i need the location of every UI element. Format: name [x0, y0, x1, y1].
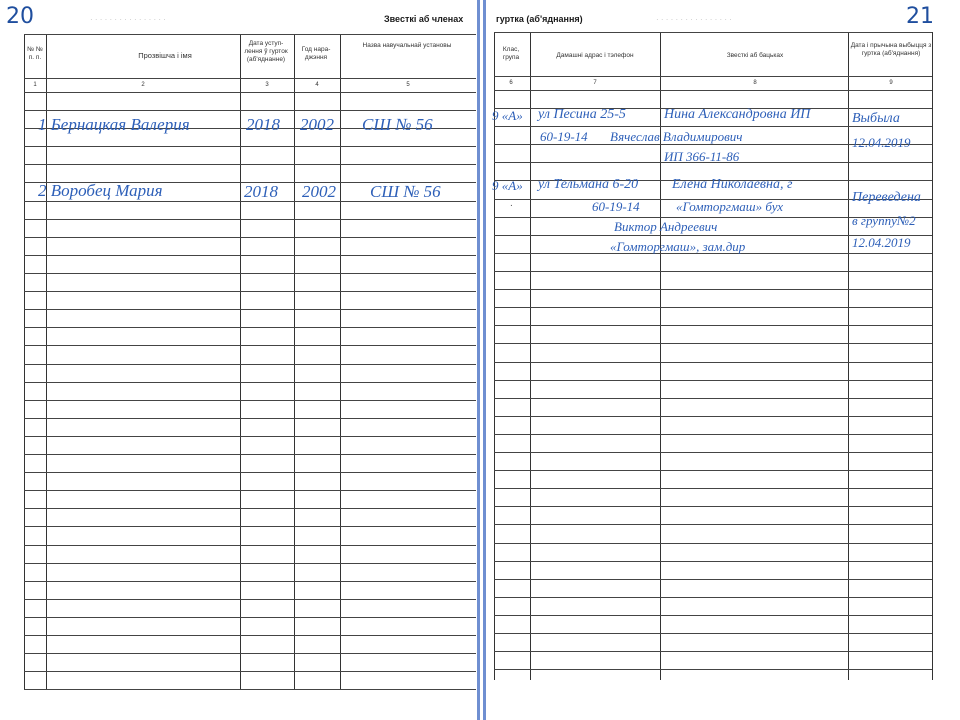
- table-row-line: [24, 327, 476, 328]
- table-row-line: [24, 653, 476, 654]
- member-1-name: 1 Бернацкая Валерия: [38, 115, 190, 134]
- column-number-2: 2: [141, 82, 145, 88]
- column-number-6: 6: [509, 80, 513, 86]
- table-row-line: [24, 635, 476, 636]
- member-2-birth-year: 2002: [302, 182, 336, 201]
- table-row-line: [24, 581, 476, 582]
- header-parents: Звесткі аб бацьках: [726, 52, 784, 59]
- column-number-1: 1: [33, 82, 37, 88]
- page-number-right: 21: [906, 4, 934, 29]
- header-birth-year: Год нара-джэння: [301, 46, 331, 61]
- member-2-address: ул Тельмана 6-20: [538, 177, 639, 192]
- header-address: Дамашні адрас і тэлефон: [556, 52, 634, 59]
- table-column-line: [340, 34, 341, 690]
- table-row-line: [494, 325, 932, 326]
- table-row-line: [494, 307, 932, 308]
- table-column-line: [848, 32, 849, 680]
- member-2-phone: 60-19-14: [592, 199, 640, 214]
- table-row-line: [24, 418, 476, 419]
- column-number-7: 7: [593, 80, 597, 86]
- member-1-parent-1: Нина Александровна ИП: [664, 107, 811, 122]
- column-number-3: 3: [265, 82, 269, 88]
- table-row-line: [24, 219, 476, 220]
- table-row-line: [494, 434, 932, 435]
- table-row-line: [494, 90, 932, 91]
- right-page: [483, 0, 960, 720]
- member-1-parent-3: ИП 366-11-86: [664, 149, 740, 164]
- member-1-class: 9 «А»: [492, 108, 523, 123]
- member-2-entry-year: 2018: [244, 182, 278, 201]
- member-2-name: 2 Воробец Мария: [38, 181, 163, 200]
- table-row-line: [24, 689, 476, 690]
- table-row-line: [494, 271, 932, 272]
- table-row-line: [494, 470, 932, 471]
- member-1-school: СШ № 56: [362, 115, 433, 134]
- table-row-line: [24, 255, 476, 256]
- table-row-line: [494, 543, 932, 544]
- table-row-line: [494, 343, 932, 344]
- table-row-line: [24, 364, 476, 365]
- table-row-line: [24, 164, 476, 165]
- table-row-line: [24, 454, 476, 455]
- member-2-status-3: 12.04.2019: [852, 235, 911, 250]
- page-title-right: гуртка (аб'яднання): [496, 14, 583, 24]
- table-row-line: [494, 32, 932, 33]
- table-row-line: [494, 380, 932, 381]
- table-column-line: [494, 32, 495, 680]
- table-row-line: [24, 671, 476, 672]
- table-row-line: [494, 362, 932, 363]
- table-row-line: [24, 545, 476, 546]
- page-title-left: Звесткі аб членах: [384, 14, 464, 24]
- table-row-line: [494, 452, 932, 453]
- table-column-line: [530, 32, 531, 680]
- table-row-line: [24, 309, 476, 310]
- table-row-line: [494, 597, 932, 598]
- header-class: Клас, група: [502, 46, 520, 61]
- table-row-line: [494, 579, 932, 580]
- table-column-line: [24, 34, 25, 690]
- member-1-address: ул Песина 25-5: [538, 107, 626, 122]
- table-row-line: [494, 416, 932, 417]
- table-row-line: [24, 617, 476, 618]
- table-row-line: [24, 436, 476, 437]
- column-number-4: 4: [315, 82, 319, 88]
- table-row-line: [24, 526, 476, 527]
- table-row-line: [494, 669, 932, 670]
- table-row-line: [494, 76, 932, 77]
- member-1-birth-year: 2002: [300, 115, 334, 134]
- table-row-line: [24, 146, 476, 147]
- table-row-line: [494, 488, 932, 489]
- table-row-line: [24, 237, 476, 238]
- table-row-line: [494, 524, 932, 525]
- page-number-left: 20: [6, 4, 34, 29]
- table-row-line: [24, 508, 476, 509]
- member-1-phone: 60-19-14: [540, 129, 588, 144]
- table-row-line: [24, 273, 476, 274]
- header-name: Прозвішча і імя: [138, 51, 192, 60]
- member-1-entry-year: 2018: [246, 115, 280, 134]
- table-row-line: [24, 382, 476, 383]
- table-row-line: [24, 400, 476, 401]
- header-number: № № п. п.: [27, 46, 43, 61]
- header-leave-date: Дата і прычына выбыцця з гуртка (аб'яднання): [850, 42, 932, 57]
- table-row-line: [24, 490, 476, 491]
- member-2-parent-3: Виктор Андреевич: [614, 219, 718, 234]
- table-row-line: [24, 92, 476, 93]
- table-row-line: [494, 633, 932, 634]
- table-column-line: [932, 32, 933, 680]
- faint-header-right: · · · · · · · · · · · · · · · ·: [656, 15, 732, 24]
- table-row-line: [24, 291, 476, 292]
- table-column-line: [294, 34, 295, 690]
- column-number-5: 5: [406, 82, 410, 88]
- table-row-line: [24, 599, 476, 600]
- stray-mark: .: [510, 198, 513, 209]
- member-2-parent-2: «Гомторгмаш» бух: [676, 199, 784, 214]
- table-row-line: [24, 472, 476, 473]
- column-number-9: 9: [889, 80, 893, 86]
- table-row-line: [494, 651, 932, 652]
- member-2-status-1: Переведена: [852, 190, 921, 205]
- column-number-8: 8: [753, 80, 757, 86]
- table-row-line: [494, 561, 932, 562]
- member-2-parent-4: «Гомторгмаш», зам.дир: [610, 239, 746, 254]
- table-row-line: [494, 398, 932, 399]
- table-row-line: [24, 110, 476, 111]
- table-row-line: [494, 289, 932, 290]
- header-entry-date: Дата уступ-лення ў гурток (аб'яднанне): [244, 40, 288, 63]
- table-row-line: [494, 615, 932, 616]
- member-2-status-2: в группу№2: [852, 213, 916, 228]
- member-2-parent-1: Елена Николаевна, г: [672, 177, 793, 192]
- table-row-line: [24, 563, 476, 564]
- table-column-line: [240, 34, 241, 690]
- table-row-line: [24, 78, 476, 79]
- member-2-school: СШ № 56: [370, 182, 441, 201]
- header-school: Назва навучальнай установы: [362, 42, 452, 49]
- member-1-parent-2: Вячеслав Владимирович: [610, 129, 743, 144]
- member-1-status-1: Выбыла: [852, 111, 900, 126]
- member-2-class: 9 «А»: [492, 178, 523, 193]
- table-row-line: [24, 34, 476, 35]
- member-1-status-2: 12.04.2019: [852, 135, 911, 150]
- table-row-line: [494, 506, 932, 507]
- faint-header-left: · · · · · · · · · · · · · · · ·: [90, 15, 166, 24]
- table-row-line: [24, 345, 476, 346]
